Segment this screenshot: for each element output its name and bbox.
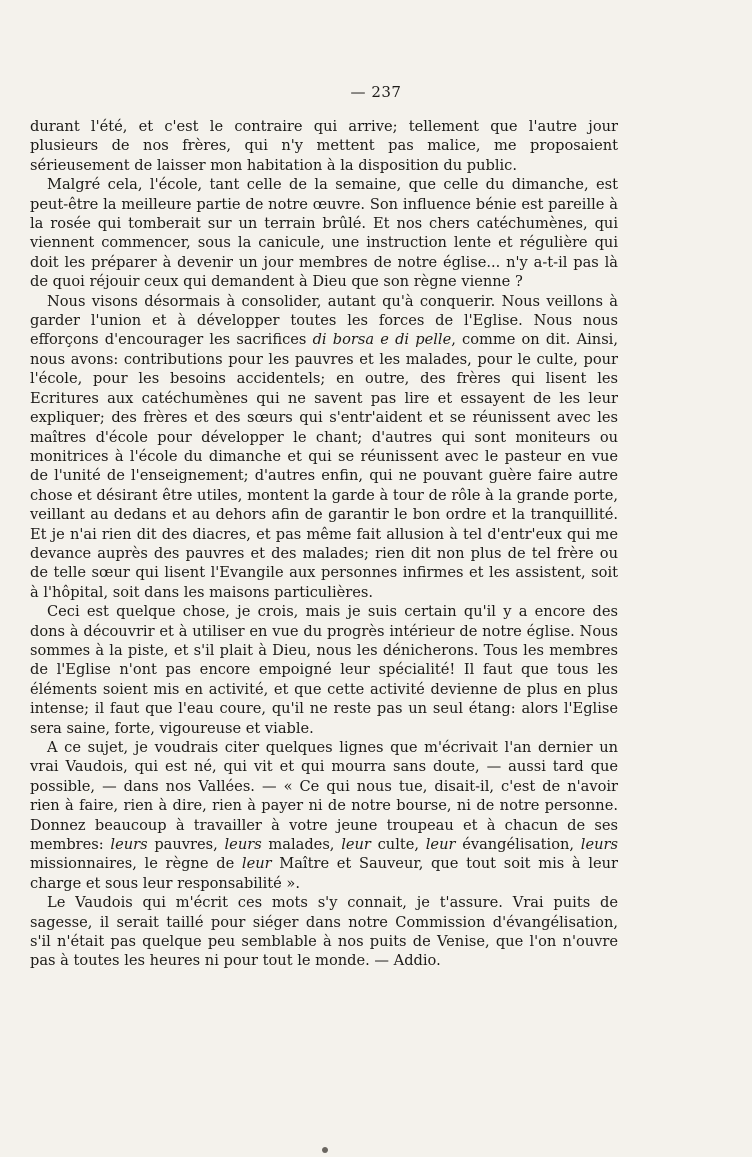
paragraph-3-italic-phrase: di borsa e di pelle bbox=[312, 331, 452, 349]
page-number: — 237 bbox=[350, 83, 402, 101]
paragraph-2: Malgré cela, l'école, tant celle de la semaine, que celle du dimanche, est peut-être la meilleure partie de notre œuvre. Son influence bénie est pareille à la rosée qui tomberait sur un terrain brûlé. Et nos chers catéchumènes, qui viennent commencer, sous la canicule, une instruction lente et régulière qui doit les préparer à devenir un jour membres de notre église... n'y a-t-il pas là de quoi réjouir ceux qui demandent à Dieu que son règne vienne ? bbox=[30, 176, 618, 291]
paragraph-5 bbox=[30, 738, 618, 893]
paragraph-5-text-c: malades, bbox=[261, 836, 342, 854]
paragraph-5-text-f: missionnaires, le règne de bbox=[30, 855, 242, 873]
paragraph-5-text-a: A ce sujet, je voudrais citer quelques lignes que m'écrivait l'an dernier un vrai Vaudois, qui est né, qui vit et qui mourra sans doute, — aussi tard que possible, — dans nos Vallées. — « Ce qui nous tue, disait-il, c'est de n'avoir rien à faire, rien à dire, rien à payer ni de notre bourse, ni de notre personne. Donnez beaucoup à travailler à votre jeune troupeau et à chacun de ses membres: bbox=[30, 739, 618, 854]
paragraph-3-text-b: , comme on dit. Ainsi, nous avons: contributions pour les pauvres et les malades, pour le culte, pour l'école, pour les besoins accidentels; en outre, des frères qui lisent les Ecritures aux catéchumènes qui ne savent pas lire et essayent de les leur expliquer; des frères et des sœurs qui s'entr'aident et se réunissent avec les maîtres d'école pour développer le chant; d'autres qui sont moniteurs ou monitrices à l'école du dimanche et qui se réunissent avec le pasteur en vue de l'unité de l'enseignement; d'autres enfin, qui ne pouvant guère faire autre chose et désirant être utiles, montent la garde à tour de rôle à la grande porte, veillant au dedans et au dehors afin de garantir le bon ordre et la tranquillité. Et je n'ai rien dit des diacres, et pas même fait allusion à tel d'entr'eux qui me devance auprès des pauvres et des malades; rien dit non plus de tel frère ou de telle sœur qui lisent l'Evangile aux personnes infirmes et les assistent, soit à l'hôpital, soit dans les maisons particulières. bbox=[30, 331, 618, 601]
paragraph-1: durant l'été, et c'est le contraire qui arrive; tellement que l'autre jour plusieurs de nos frères, qui n'y mettent pas malice, me proposaient sérieusement de laisser mon habitation à la disposition du public. bbox=[30, 118, 618, 174]
italic-word: leurs bbox=[224, 836, 262, 854]
paragraph-5-text-g: Maître et Sauveur, que tout soit mis à leur charge et sous leur responsabilité ». bbox=[30, 855, 618, 892]
paragraph-4: Ceci est quelque chose, je crois, mais je suis certain qu'il y a encore des dons à découvrir et à utiliser en vue du progrès intérieur de notre église. Nous sommes à la piste, et s'il plait à Dieu, nous les dénicherons. Tous les membres de l'Eglise n'ont pas encore empoigné leur spécialité! Il faut que tous les éléments soient mis en activité, et que cette activité devienne de plus en plus intense; il faut que l'eau coure, qu'il ne reste pas un seul étang: alors l'Eglise sera saine, forte, vigoureuse et viable. bbox=[30, 603, 618, 737]
italic-word: leur bbox=[425, 836, 456, 854]
italic-word: leur bbox=[241, 855, 272, 873]
paragraph-6: Le Vaudois qui m'écrit ces mots s'y connait, je t'assure. Vrai puits de sagesse, il serait taillé pour siéger dans notre Commission d'évangélisation, s'il n'était pas quelque peu semblable à nos puits de Venise, que l'on n'ouvre pas à toutes les heures ni pour tout le monde. — Addio. bbox=[30, 894, 618, 970]
body-text bbox=[30, 117, 618, 971]
ink-speck bbox=[322, 1147, 328, 1153]
paragraph-5-text-b: pauvres, bbox=[147, 836, 225, 854]
paragraph-3 bbox=[30, 292, 618, 603]
italic-word: leur bbox=[341, 836, 371, 854]
paragraph-3-text-a: Nous visons désormais à consolider, autant qu'à conquerir. Nous veillons à garder l'union et à développer toutes les forces de l'Eglise. Nous nous efforçons d'encourager les sacrifices bbox=[30, 292, 618, 349]
italic-word: leurs bbox=[110, 836, 148, 854]
italic-word: leurs bbox=[580, 836, 618, 854]
paragraph-5-text-e: évangélisation, bbox=[455, 836, 581, 854]
paragraph-5-text-d: culte, bbox=[370, 836, 426, 854]
